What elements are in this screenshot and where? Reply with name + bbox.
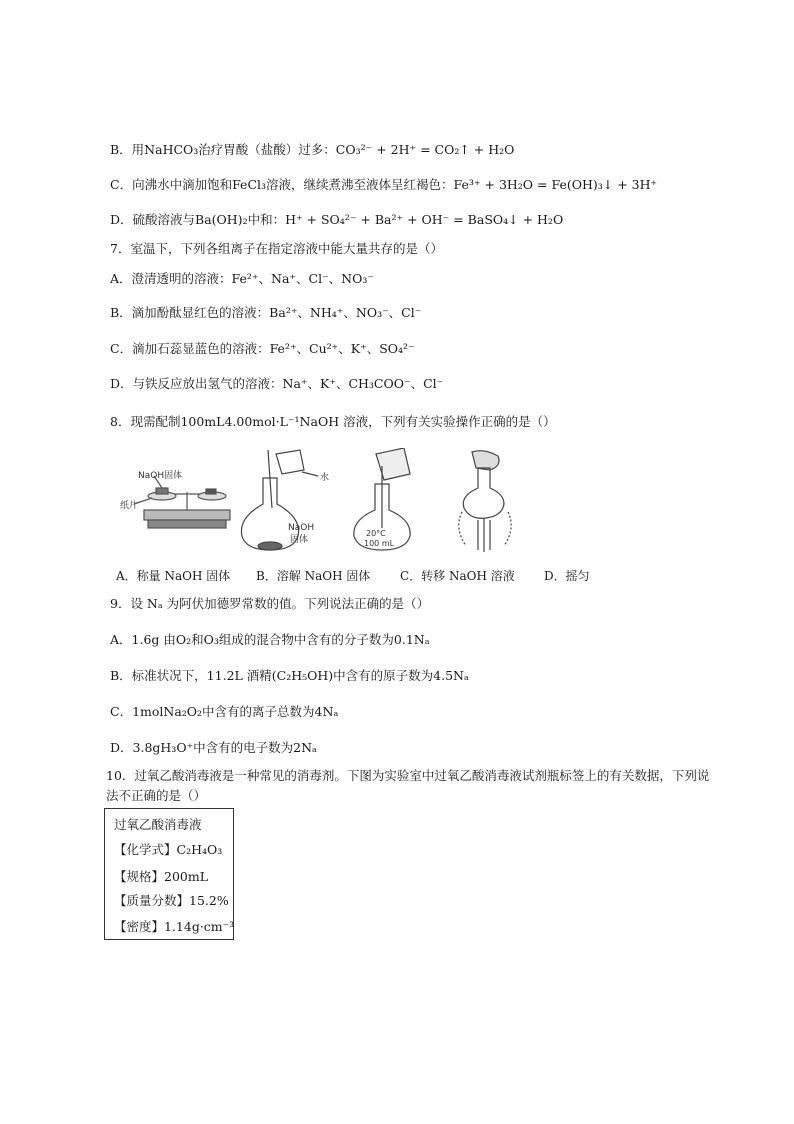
question-9-option-a: A．1.6g 由O₂和O₃组成的混合物中含有的分子数为0.1Nₐ [110, 632, 430, 647]
naoh-solid-label: NaOH固体 [138, 471, 183, 481]
paper-label: 纸片 [120, 501, 139, 511]
label-spec: 【规格】200mL [114, 869, 209, 884]
question-9-option-c: C．1molNa₂O₂中含有的离子总数为4Nₐ [110, 704, 339, 719]
question-9-option-b: B．标准状况下，11.2L 酒精(C₂H₅OH)中含有的原子数为4.5Nₐ [110, 668, 469, 683]
question-6-option-b: B．用NaHCO₃治疗胃酸（盐酸）过多：CO₃²⁻ + 2H⁺ = CO₂↑ + H₂O [110, 142, 515, 157]
question-9-stem: 9．设 Nₐ 为阿伏加德罗常数的值。下列说法正确的是（） [110, 596, 430, 611]
label-mass-fraction: 【质量分数】15.2% [114, 893, 229, 908]
question-10-stem-line-2: 法不正确的是（） [106, 788, 207, 803]
question-8-option-c: C．转移 NaOH 溶液 [400, 569, 515, 583]
question-7-option-a: A．澄清透明的溶液：Fe²⁺、Na⁺、Cl⁻、NO₃⁻ [110, 271, 374, 286]
label-title: 过氧乙酸消毒液 [114, 817, 202, 832]
question-6-option-c: C．向沸水中滴加饱和FeCl₃溶液，继续煮沸至液体呈红褐色：Fe³⁺ + 3H₂O = Fe(OH)₃↓ + 3H⁺ [110, 177, 658, 192]
label-formula: 【化学式】C₂H₄O₃ [114, 842, 223, 857]
question-7-option-c: C．滴加石蕊显蓝色的溶液：Fe²⁺、Cu²⁺、K⁺、SO₄²⁻ [110, 341, 415, 356]
question-8-stem: 8．现需配制100mL4.00mol·L⁻¹NaOH 溶液，下列有关实验操作正确的是（） [110, 414, 556, 429]
question-6-option-d: D．硫酸溶液与Ba(OH)₂中和：H⁺ + SO₄²⁻ + Ba²⁺ + OH⁻ = BaSO₄↓ + H₂O [110, 212, 564, 227]
question-8-option-a: A．称量 NaOH 固体 [116, 569, 231, 583]
question-7-stem: 7．室温下，下列各组离子在指定溶液中能大量共存的是（） [110, 241, 443, 256]
balance-illustration [134, 476, 230, 528]
question-9-option-d: D．3.8gH₃O⁺中含有的电子数为2Nₐ [110, 740, 317, 755]
naoh-label: NaOH [288, 523, 315, 533]
question-8-option-b: B．溶解 NaOH 固体 [256, 569, 371, 583]
shake-illustration [459, 451, 511, 552]
solid-label: 固体 [290, 535, 309, 545]
temperature-label: 20°C [366, 529, 386, 538]
water-label: 水 [320, 473, 330, 483]
experiment-figure [120, 448, 640, 560]
question-10-stem-line-1: 10．过氧乙酸消毒液是一种常见的消毒剂。下图为实验室中过氧乙酸消毒液试剂瓶标签上的有关数据，下列说 [106, 768, 710, 783]
question-8-option-d: D．摇匀 [544, 569, 590, 583]
question-7-option-b: B．滴加酚酞显红色的溶液：Ba²⁺、NH₄⁺、NO₃⁻、Cl⁻ [110, 305, 422, 320]
label-density: 【密度】1.14g·cm⁻³ [114, 919, 235, 934]
reagent-label-box [104, 808, 234, 940]
volume-label: 100 mL [364, 539, 395, 548]
question-7-option-d: D．与铁反应放出氢气的溶液：Na⁺、K⁺、CH₃COO⁻、Cl⁻ [110, 376, 444, 391]
